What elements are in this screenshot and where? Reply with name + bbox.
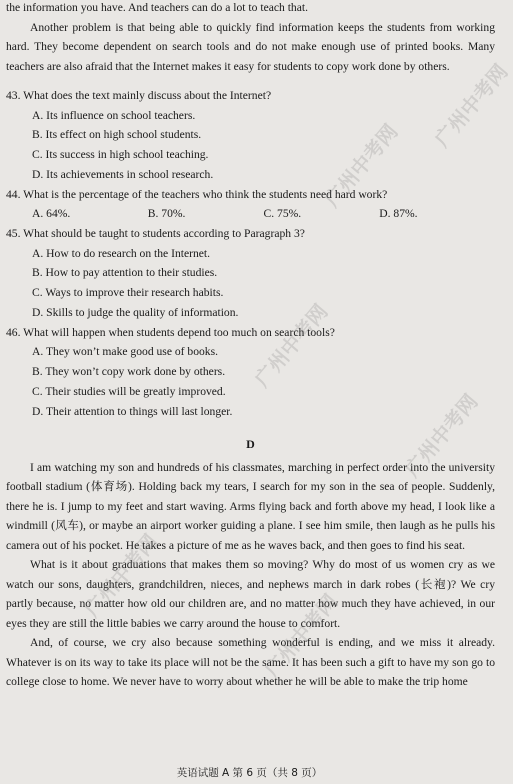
passage-paragraph: What is it about graduations that makes them so moving? Why do most of us women cry as we watch our sons, daughters, grandchildren, nieces, and nephews march in dark robes (长袍)? We cry partly because, no matter how old our children are, and no matter how much they have achieved, in our eyes they are still the little babies we carry around the house to comfort. [6, 558, 495, 630]
question-stem: 43. What does the text mainly discuss about the Internet? [6, 89, 272, 102]
option-c: C. Their studies will be greatly improved. [32, 384, 226, 398]
intro-line: the information you have. And teachers can do a lot to teach that. [6, 1, 308, 14]
option-d: D. 87%. [379, 207, 418, 221]
option-c: C. 75%. [263, 207, 302, 221]
question-44 [6, 185, 495, 224]
option-b: B. Its effect on high school students. [32, 128, 202, 142]
watermark: 广州中考网 [259, 589, 343, 682]
watermark: 广州中考网 [429, 59, 513, 152]
question-46 [6, 323, 495, 422]
option-a: A. Its influence on school teachers. [32, 108, 196, 122]
option-d: D. Skills to judge the quality of information. [32, 305, 239, 319]
intro-paragraph: Another problem is that being able to quickly find information keeps the students from working hard. They become dependent on search tools and do not make enough use of printed books. Many teachers are also afraid that the Internet makes it easy for students to copy work done by others. [6, 20, 495, 73]
watermark: 广州中考网 [319, 119, 403, 212]
section-heading: D [246, 436, 255, 451]
watermark: 广州中考网 [79, 529, 163, 622]
question-45 [6, 224, 495, 323]
option-a: A. How to do research on the Internet. [32, 246, 211, 260]
option-d: D. Their attention to things will last longer. [32, 404, 233, 418]
question-stem: 46. What will happen when students depend too much on search tools? [6, 325, 335, 339]
option-d: D. Its achievements in school research. [32, 167, 214, 181]
passage-paragraph: I am watching my son and hundreds of his classmates, marching in perfect order into the university football stadium (体育场). Holding back my tears, I search for my son in the sea of people. Suddenly, there he is. I jump to my feet and start waving. Arms flying back and forth above my head, I look like a windmill (风车), or maybe an airport worker guiding a plane. I see him smile, then laugh as he pulls his camera out of his pocket. He takes a picture of me as he waves back, and then goes to find his seat. [6, 460, 495, 552]
option-b: B. 70%. [147, 207, 186, 221]
option-c: C. Ways to improve their research habits. [32, 286, 224, 300]
option-b: B. They won’t copy work done by others. [32, 365, 226, 379]
page-footer: 英语试题 A 第 6 页（共 8 页） [176, 767, 323, 779]
option-a: A. They won’t make good use of books. [32, 345, 219, 359]
options-row [6, 204, 495, 224]
question-stem: 45. What should be taught to students according to Paragraph 3? [6, 226, 305, 240]
passage-paragraph: And, of course, we cry also because something wonderful is ending, and we miss it already. Whatever is on its way to take its place will not be the same. It has been such a gift to have my son go to college close to home. We never have to worry about whether he will be able to make the trip home [6, 636, 495, 689]
question-stem: 44. What is the percentage of the teachers who think the students need hard work? [6, 187, 388, 201]
option-b: B. How to pay attention to their studies. [32, 266, 218, 280]
watermark: 广州中考网 [399, 389, 483, 482]
option-a: A. 64%. [32, 207, 71, 221]
watermark: 广州中考网 [249, 299, 333, 392]
question-43 [6, 86, 495, 185]
option-c: C. Its success in high school teaching. [32, 148, 209, 162]
